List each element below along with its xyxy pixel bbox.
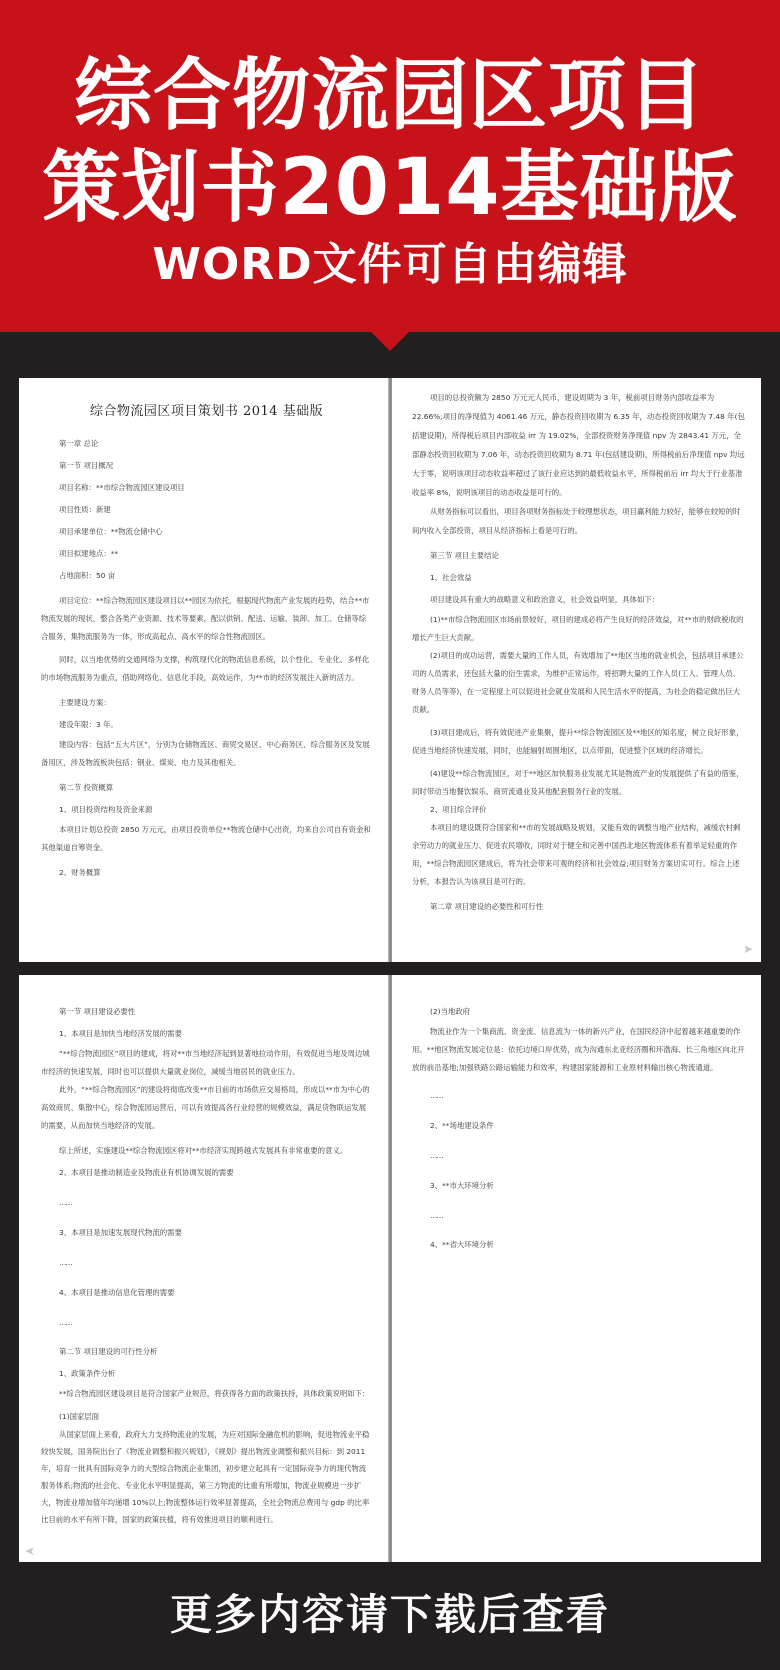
evaluation-paragraph: 本项目的建设既符合国家和**市的发展战略及规划，又能有效的调整当地产业结构，减缓农村剩余劳动力的就业压力、促进农民增收，同时对于健全和完善中国西北地区物流体系有着举足轻重的作用，**综合物流园区建成后，将为社会带来可观的经济和社会效益;项目财务方案切实可行。综合上述分析，本报告认为该项目是可行的。: [412, 823, 741, 886]
header-banner: [0, 0, 780, 332]
financial-summary: 从财务指标可以看出，项目各项财务指标处于较理想状态，项目赢利能力较好，能够在较短的时间内收入全部投资，项目从经济指标上看是可行的。: [412, 507, 741, 535]
need1-paragraph-2: 此外，“**综合物流园区”的建设将彻底改变**市目前的市场供应交易格局，形成以**市为中心的高效商贸、集散中心，综合物流园运营后，可以有效提高各行业经营的规模效益，满足货物联运发展的需要，从而加快当地经济的发展。: [41, 1085, 370, 1130]
project-location: 项目拟建地点：**: [59, 549, 119, 558]
section3-heading: 第三节 项目主要结论: [430, 551, 499, 560]
social-point-1: (1)**市综合物流园区市场前景较好，项目的建成必将产生良好的经济效益，对**市的财政税收的增长产生巨大贡献。: [412, 615, 744, 642]
chapter-heading: 第一章 总论: [59, 439, 99, 448]
footer-download-prompt: 更多内容请下载后查看: [169, 1590, 610, 1639]
need1-summary: 综上所述，实施建设**综合物流园区将对**市经济实现跨越式发展具有非常重要的意义。: [59, 1146, 348, 1155]
social-point-4: (4)建设**综合物流园区，对于**地区加快服务业发展尤其是物流产业的发展提供了有益的借鉴，同时带动当地餐饮娱乐、商贸流通业及其他配套服务行业的发展。: [412, 769, 744, 796]
ellipsis: ……: [59, 1198, 72, 1208]
need1-paragraph-1: “**综合物流园区”项目的建成，将对**市当地经济起到显著地拉动作用，有效促进当地及周边城市经济的快速发展，同时也可以提供大量就业岗位，减缓当地居民的就业压力。: [41, 1049, 370, 1076]
ellipsis: ……: [59, 1317, 72, 1327]
ellipsis: ……: [59, 1258, 72, 1268]
national-level-heading: (1)国家层面: [59, 1412, 100, 1422]
social-point-3: (3)项目建成后，将有效促进产业集聚，提升**综合物流园区及**地区的知名度，树立良好形象，促进当地经济快速发展，同时，也能辐射周围地区，以点带面，促进整个区域的经济增长。: [412, 728, 744, 755]
positioning-paragraph: 项目定位：**综合物流园区建设项目以**园区为依托，根据现代物流产业发展的趋势，结合**市物流发展的现状，整合各类产业资源、技术等要素，配以供销、配送、运输、装卸、加工、仓储等综合服务，集物流服务为一体，形成高起点、高水平的综合性物流园区。: [41, 596, 370, 641]
local-government-paragraph: 物流业作为一个集商流、资金流、信息流为一体的新兴产业，在国民经济中起着越来越重要的作用。**地区物流发展定位是：依托边境口岸优势，成为沟通东北亚经济圈和环渤海、长三角地区向北开放的前沿基地;加强铁路公路运输能力和效率，构建国家能源和工业原材料输出核心物流通道。: [412, 1027, 745, 1072]
need1-heading: 1、本项目是加快当地经济发展的需要: [59, 1029, 182, 1038]
need3-heading: 3、本项目是加速发展现代物流的需要: [59, 1227, 182, 1237]
document-title: 综合物流园区项目策划书 2014 基础版: [89, 404, 324, 419]
chapter2-heading: 第二章 项目建设的必要性和可行性: [430, 902, 544, 911]
policy-intro: **综合物流园区建设项目是符合国家产业规范，将获得各方面的政策扶持，具体政策说明如下：: [59, 1389, 370, 1399]
social-point-2: (2)项目的成功运营，需要大量的工作人员，有效增加了**地区当地的就业机会，包括项目承建公司的人员需求，还包括大量的衍生需求，为维护正常运作，将招聘大量的工作人员(工人、管理人员、财务人员等等)，在一定程度上可以促进社会就业发展和人民生活水平的提高，为社会的稳定做出巨大贡献。: [412, 651, 744, 714]
project-contractor: 项目承建单位：**物流仓储中心: [59, 527, 163, 536]
local-government-heading: (2)当地政府: [430, 1007, 471, 1016]
document-page-3: [19, 975, 388, 1562]
section2-heading: 第二节 投资概算: [59, 783, 114, 792]
project-name: 项目名称：**市综合物流园区建设项目: [59, 483, 185, 492]
banner-title-line2: 策划书2014基础版: [42, 143, 738, 233]
ellipsis: ……: [430, 1210, 443, 1220]
banner-title-line1: 综合物流园区项目: [73, 51, 706, 141]
site-conditions-heading: 2、**场地建设条件: [430, 1120, 494, 1130]
need4-heading: 4、本项目是推动信息化管理的需要: [59, 1287, 175, 1297]
ellipsis: ……: [430, 1091, 443, 1101]
arrow-right-icon[interactable]: ➤: [743, 942, 754, 956]
build-years: 建设年限：3 年。: [59, 720, 118, 729]
ellipsis: ……: [430, 1151, 443, 1161]
national-level-paragraph: 从国家层面上来看，政府大力支持物流业的发展，为应对国际金融危机的影响，促进物流业平稳较快发展，国务院出台了《物流业调整和振兴规划》，《规划》提出物流业调整和振兴目标：到 2011 年，培育一批具有国际竞争力的大型综合物流企业集团，初步建立起具有一定国际竞争力的现代物流服务体系;物流的社会化、专业化水平明显提高，第三方物流的比重有所增加，物流业规模进一步扩大，物流业增加值年均递增 10%以上;物流整体运行效率显著提高，全社会物流总费用与 gdp 的比率比目前的水平有所下降，国家的政策扶植，将有效推进项目的顺利进行。: [41, 1430, 370, 1525]
policy-heading: 1、政策条件分析: [59, 1369, 116, 1379]
build-content: 建设内容：包括“五大片区”，分别为仓储物流区、商贸交易区、中心商务区、综合服务区及发展备用区，涉及物流板块包括：钢业、煤炭、电力及其他相关。: [41, 740, 370, 767]
banner-subtitle: WORD文件可自由编辑: [152, 239, 628, 290]
section1-heading: 第一节 项目建设必要性: [59, 1007, 136, 1016]
social-benefit-intro: 项目建设具有重大的战略意义和政治意义，社会效益明显，具体如下：: [430, 595, 660, 604]
project-area: 占地面积：50 亩: [59, 571, 116, 580]
city-environment-heading: 3、**市大环境分析: [430, 1180, 494, 1190]
feasibility-section-heading: 第二节 项目建设的可行性分析: [59, 1347, 158, 1357]
project-nature: 项目性质：新建: [59, 505, 111, 514]
document-page-1: [19, 378, 388, 962]
province-environment-heading: 4、**省大环境分析: [430, 1240, 494, 1250]
arrow-left-icon[interactable]: ➤: [24, 1544, 35, 1558]
preview-panel-bottom: [19, 975, 761, 1562]
investment-structure-heading: 1、项目投资结构及资金来源: [59, 805, 153, 814]
evaluation-heading: 2、项目综合评价: [430, 805, 487, 814]
document-page-2: [392, 378, 761, 962]
financial-paragraph: 项目的总投资额为 2850 万元元人民币，建设周期为 3 年，税前项目财务内部收益率为 22.66%;项目的净现值为 4061.46 万元，静态投资回收期为 6.35 年，动态投资回收期为 7.48 年(包括建设期)，所得税后项目内部收益 irr 为 19.02%，全部投资财务净现值 npv 为 2843.41 万元，全部静态投资回收期为 7.06 年，动态投资回收期为 8.71 年(包括建设期)，所得税前后净现值 npv 均远大于零，说明该项目动态收益率超过了该行业应达到的最低收益水平，所得税前后 irr 均大于行业基准收益率 8%，说明该项目的动态收益是可行的。: [412, 393, 745, 497]
banner-pointer-triangle: [370, 331, 410, 351]
investment-paragraph: 本项目计划总投资 2850 万元元，由项目投资单位**物流仓储中心出资，均来自公司自有资金和其他渠道自筹资金。: [41, 825, 371, 852]
preview-panel-top: [19, 378, 761, 962]
section-heading: 第一节 项目概况: [59, 461, 114, 470]
social-benefit-heading: 1、社会效益: [430, 573, 472, 582]
financial-estimate-heading: 2、财务概算: [59, 868, 101, 877]
plan-heading: 主要建设方案：: [59, 698, 111, 707]
meanwhile-paragraph: 同时，以当地优势的交通网络为支撑，构筑现代化的物流信息系统，以个性化、专业化、多样化的市场物流服务为重点，借助网络化、信息化手段，高效运作，为**市的经济发展注入新的活力。: [41, 655, 370, 682]
document-page-4: [392, 975, 761, 1562]
need2-heading: 2、本项目是推动制造业及物流业有机协调发展的需要: [59, 1168, 234, 1177]
